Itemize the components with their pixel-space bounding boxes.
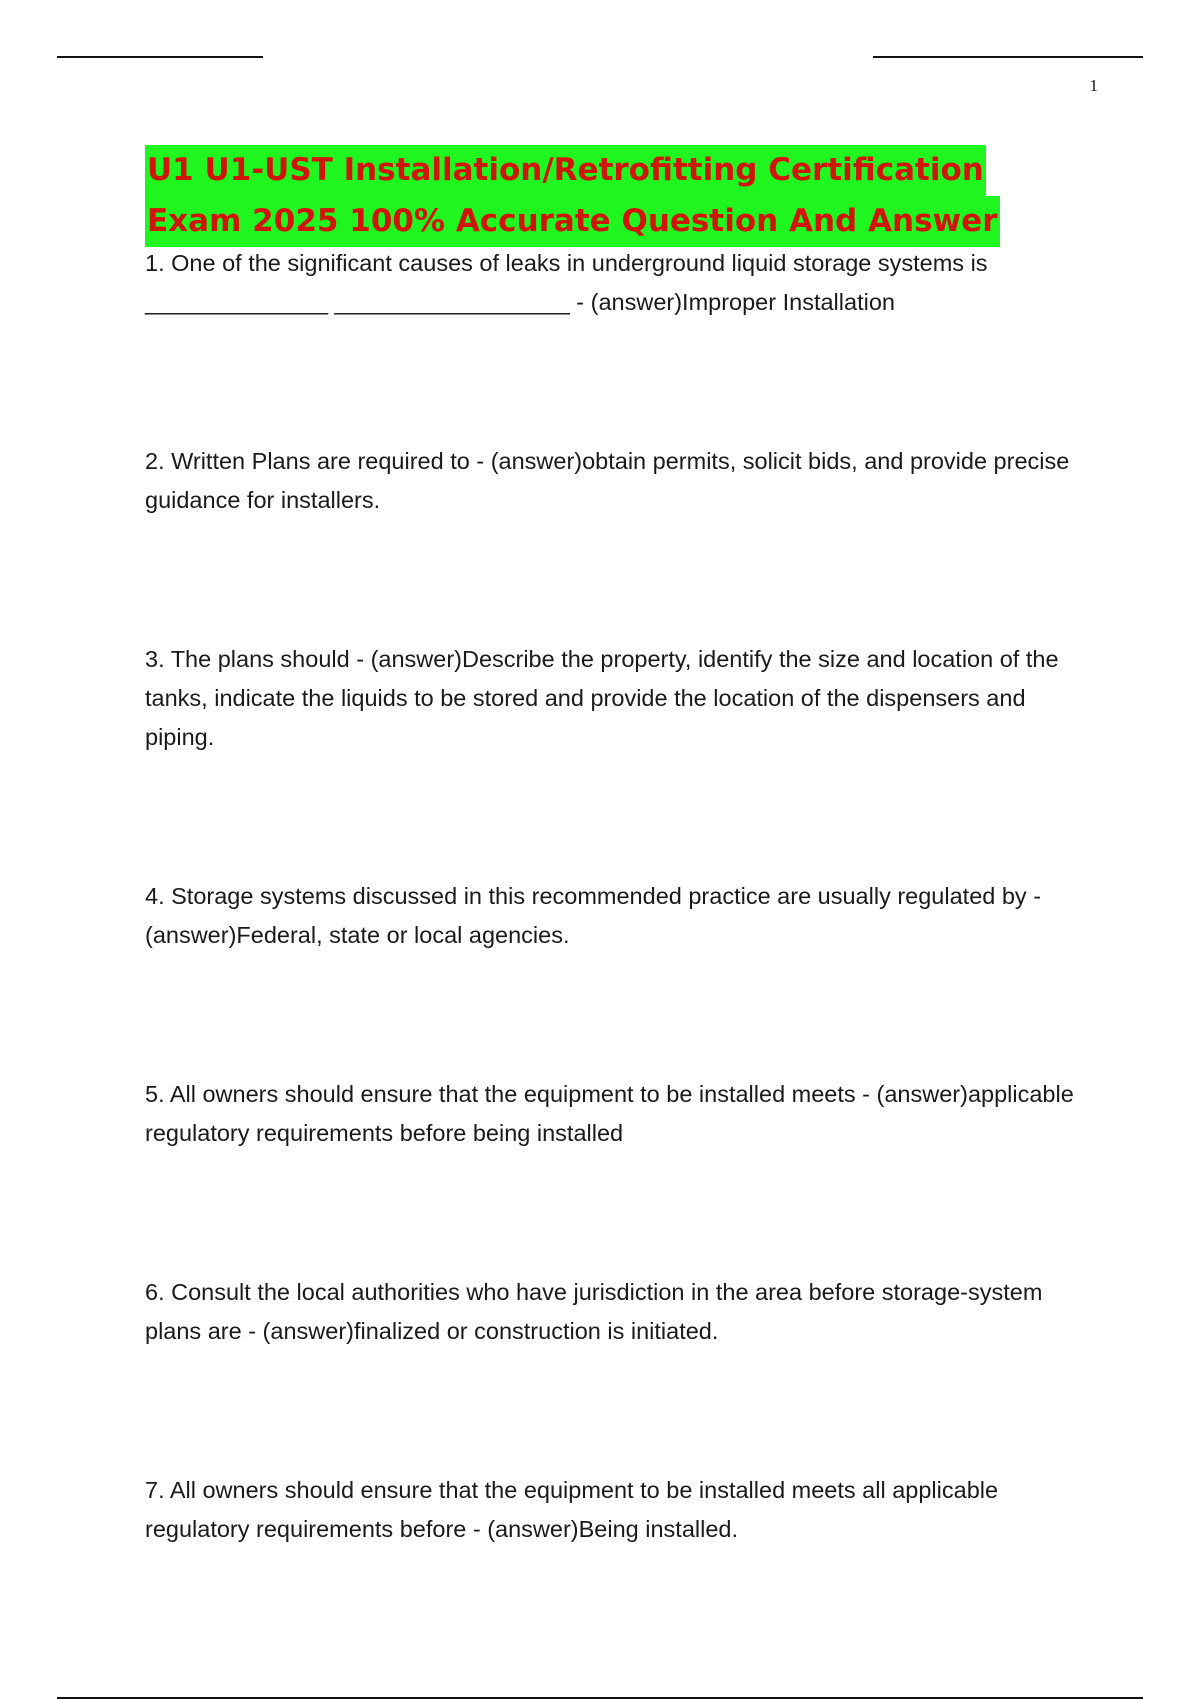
qa-text: 3. The plans should - (answer)Describe the property, identify the size and location of the tanks, indicate the liquids to be stored and provide the location of the dispensers and piping. xyxy=(145,646,1059,750)
qa-item-2 xyxy=(145,442,1085,520)
qa-item-5 xyxy=(145,1075,1085,1153)
title-line-2: Exam 2025 100% Accurate Question And Answer xyxy=(145,196,1000,247)
page-number: 1 xyxy=(1089,76,1098,95)
title-line-1: U1 U1-UST Installation/Retrofitting Certification xyxy=(145,145,986,196)
header-rule-right xyxy=(873,56,1143,58)
qa-item-3 xyxy=(145,640,1085,757)
qa-text: 4. Storage systems discussed in this recommended practice are usually regulated by - (answer)Federal, state or local agencies. xyxy=(145,883,1042,948)
qa-text: 1. One of the significant causes of leaks in underground liquid storage systems is ______________ __________________ - (answer)Improper Installation xyxy=(145,250,988,315)
qa-text: 7. All owners should ensure that the equipment to be installed meets all applicable regulatory requirements before - (answer)Being installed. xyxy=(145,1477,999,1542)
document-title xyxy=(145,145,1045,247)
qa-list xyxy=(145,244,1085,1669)
qa-text: 2. Written Plans are required to - (answer)obtain permits, solicit bids, and provide precise guidance for installers. xyxy=(145,448,1070,513)
qa-text: 5. All owners should ensure that the equipment to be installed meets - (answer)applicable regulatory requirements before being installed xyxy=(145,1081,1074,1146)
qa-item-4 xyxy=(145,877,1085,955)
qa-item-6 xyxy=(145,1273,1085,1351)
qa-item-7 xyxy=(145,1471,1085,1549)
header-rule-left xyxy=(57,56,263,58)
qa-item-1 xyxy=(145,244,1085,322)
qa-text: 6. Consult the local authorities who have jurisdiction in the area before storage-system plans are - (answer)finalized or construction is initiated. xyxy=(145,1279,1043,1344)
footer-rule xyxy=(57,1697,1143,1699)
